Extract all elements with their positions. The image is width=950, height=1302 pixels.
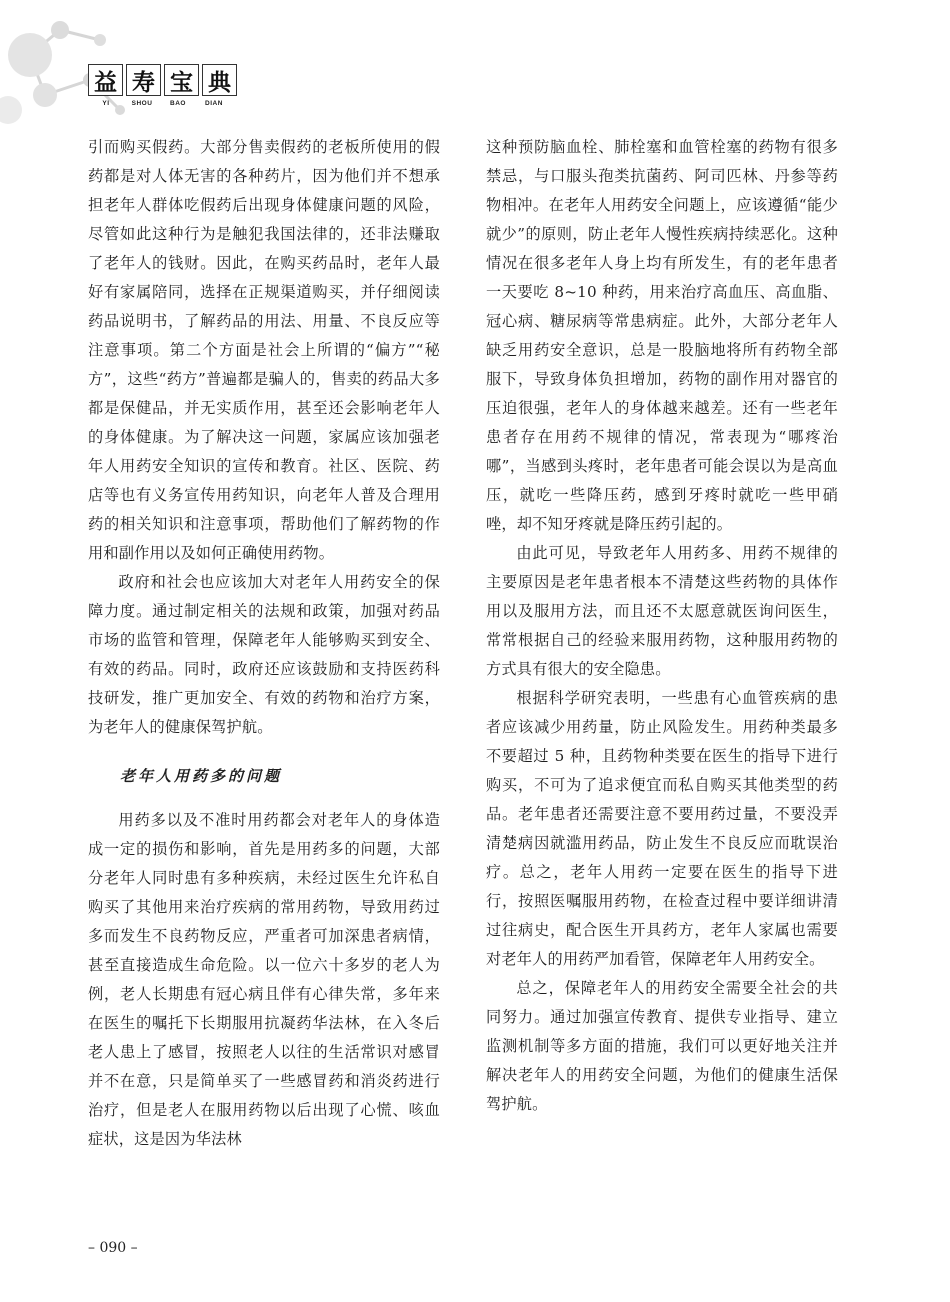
left-paragraph-1: 引而购买假药。大部分售卖假药的老板所使用的假药都是对人体无害的各种药片，因为他们并不想承担老年人群体吃假药后出现身体健康问题的风险，尽管如此这种行为是触犯我国法律的，还非法赚取了老年人的钱财。因此，在购买药品时，老年人最好有家属陪同，选择在正规渠道购买，并仔细阅读药品说明书，了解药品的用法、用量、不良反应等注意事项。第二个方面是社会上所谓的“偏方”“秘方”，这些“药方”普遍都是骗人的，售卖的药品大多都是保健品，并无实质作用，甚至还会影响老年人的身体健康。为了解决这一问题，家属应该加强老年人用药安全知识的宣传和教育。社区、医院、药店等也有义务宣传用药知识，向老年人普及合理用药的相关知识和注意事项，帮助他们了解药物的作用和副作用以及如何正确使用药物。	[88, 138, 440, 562]
right-paragraph-1: 这种预防脑血栓、肺栓塞和血管栓塞的药物有很多禁忌，与口服头孢类抗菌药、阿司匹林、丹参等药物相冲。在老年人用药安全问题上，应该遵循“能少就少”的原则，防止老年人慢性疾病持续恶化。这种情况在很多老年人身上均有所发生，有的老年患者一天要吃 8~10 种药，用来治疗高血压、高血脂、冠心病、糖尿病等常患病症。此外，大部分老年人缺乏用药安全意识，总是一股脑地将所有药物全部服下，导致身体负担增加，药物的副作用对器官的压迫很强，老年人的身体越来越差。还有一些老年患者存在用药不规律的情况，常表现为“哪疼治哪”，当感到头疼时，老年患者可能会误以为是高血压，就吃一些降压药，感到牙疼时就吃一些甲硝唑，却不知牙疼就是降压药引起的。	[486, 138, 838, 533]
logo-pinyin-dian: DIAN	[205, 100, 223, 107]
logo-char-shou: 寿	[126, 64, 161, 96]
logo-pinyin-shou: SHOU	[131, 100, 153, 107]
logo-char-dian: 典	[202, 64, 237, 96]
left-paragraph-2: 政府和社会也应该加大对老年人用药安全的保障力度。通过制定相关的法规和政策，加强对药品市场的监管和管理，保障老年人能够购买到安全、有效的药品。同时，政府还应该鼓励和支持医药科技研发，推广更加安全、有效的药物和治疗方案，为老年人的健康保驾护航。	[88, 573, 440, 736]
page-number: – 090 –	[88, 1240, 138, 1256]
left-column	[88, 133, 440, 1154]
logo-pinyin-bao: BAO	[170, 100, 186, 107]
logo-char-bao: 宝	[164, 64, 199, 96]
magazine-logo	[88, 64, 240, 107]
left-paragraph-3: 用药多以及不准时用药都会对老年人的身体造成一定的损伤和影响，首先是用药多的问题，大部分老年人同时患有多种疾病，未经过医生允许私自购买了其他用来治疗疾病的常用药物，导致用药过多而发生不良药物反应，严重者可加深患者病情，甚至直接造成生命危险。以一位六十多岁的老人为例，老人长期患有冠心病且伴有心律失常，多年来在医生的嘱托下长期服用抗凝药华法林，在入冬后老人患上了感冒，按照老人以往的生活常识对感冒并不在意，只是简单买了一些感冒药和消炎药进行治疗，但是老人在服用药物以后出现了心慌、咳血症状，这是因为华法林	[88, 811, 440, 1148]
section-heading: 老年人用药多的问题	[120, 767, 283, 785]
right-column	[486, 133, 838, 1119]
logo-char-yi: 益	[88, 64, 123, 96]
right-paragraph-4: 总之，保障老年人的用药安全需要全社会的共同努力。通过加强宣传教育、提供专业指导、建立监测机制等多方面的措施，我们可以更好地关注并解决老年人的用药安全问题，为他们的健康生活保驾护航。	[486, 979, 838, 1113]
right-paragraph-3: 根据科学研究表明，一些患有心血管疾病的患者应该减少用药量，防止风险发生。用药种类最多不要超过 5 种，且药物种类要在医生的指导下进行购买，不可为了追求便宜而私自购买其他类型的药品。老年患者还需要注意不要用药过量，不要没弄清楚病因就滥用药品，防止发生不良反应而耽误治疗。总之，老年人用药一定要在医生的指导下进行，按照医嘱服用药物，在检查过程中要详细讲清过往病史，配合医生开具药方，老年人家属也需要对老年人的用药严加看管，保障老年人用药安全。	[486, 689, 838, 968]
logo-pinyin-yi: YI	[102, 100, 110, 107]
right-paragraph-2: 由此可见，导致老年人用药多、用药不规律的主要原因是老年患者根本不清楚这些药物的具体作用以及服用方法，而且还不太愿意就医询问医生，常常根据自己的经验来服用药物，这种服用药物的方式具有很大的安全隐患。	[486, 544, 838, 678]
